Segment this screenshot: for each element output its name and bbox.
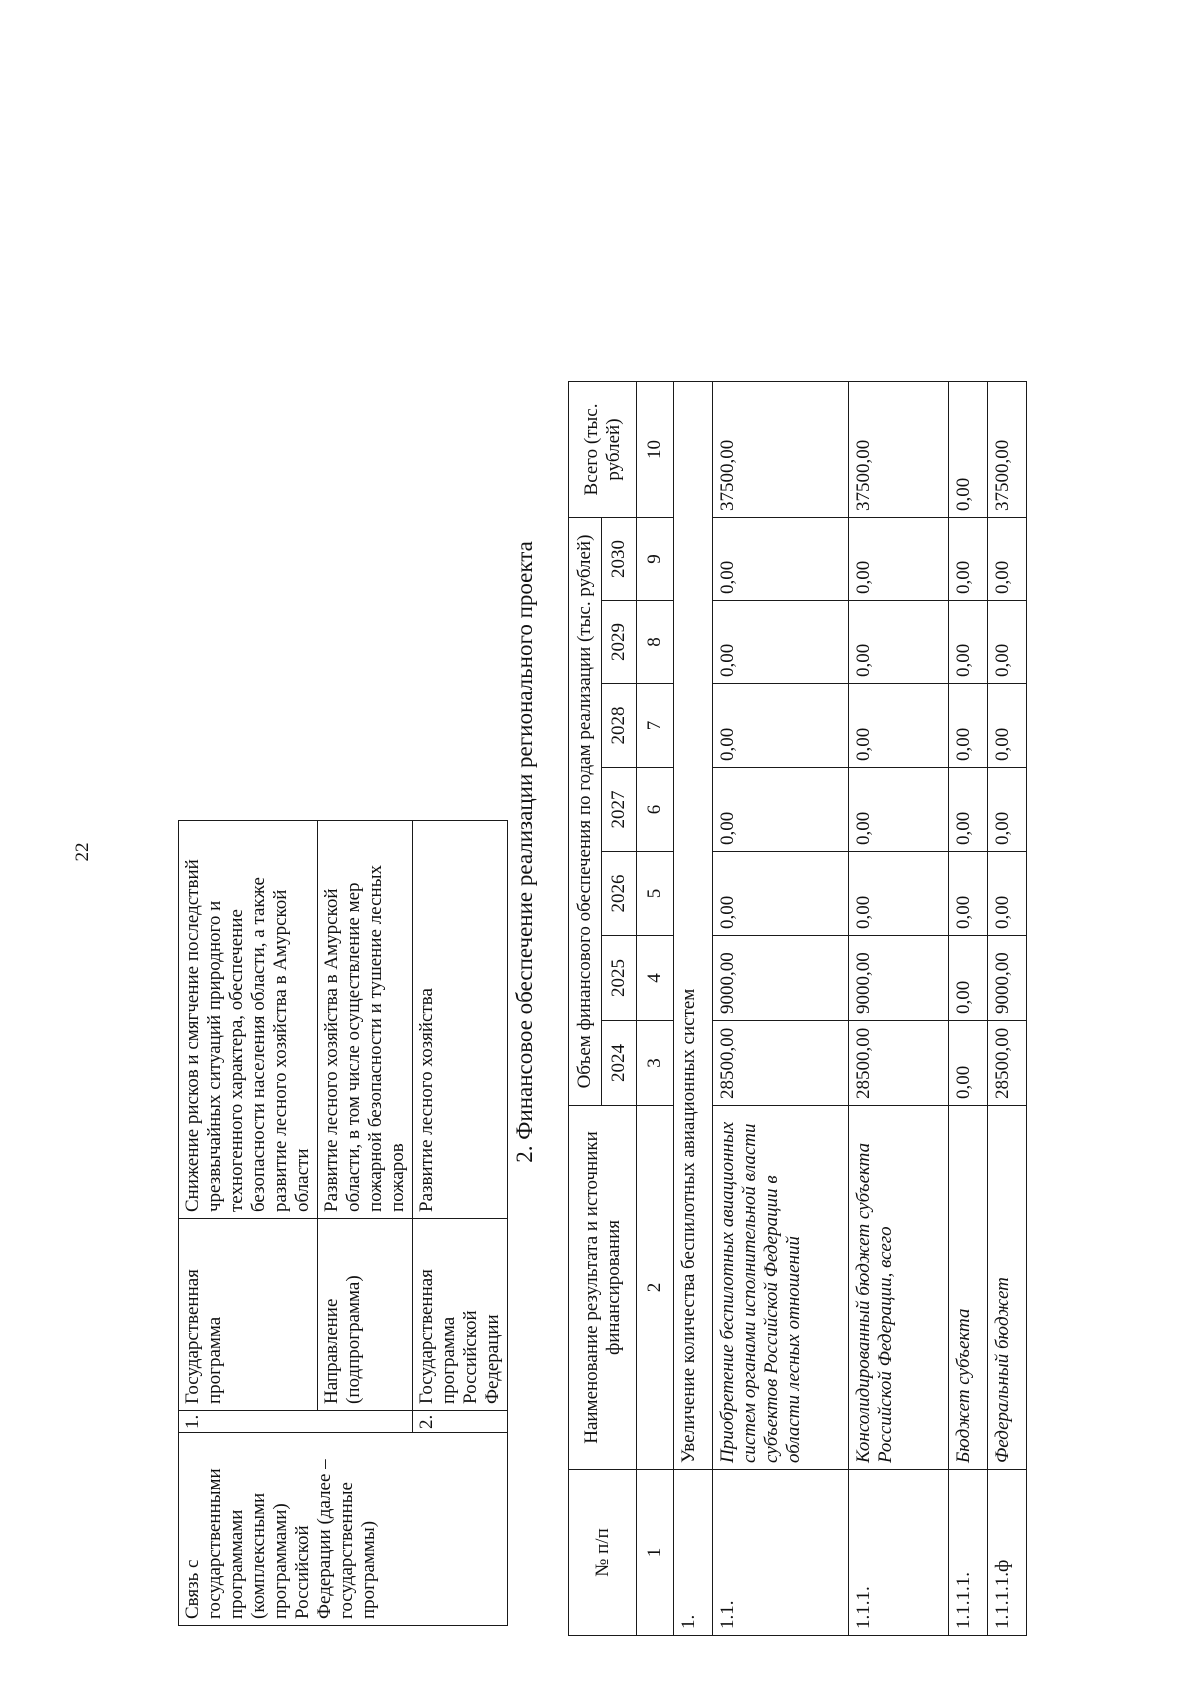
row-value: 0,00 <box>713 852 849 936</box>
row-name: Приобретение беспилотных авиационных систем органами исполнительной власти субъектов Российской Федерации в области лесных отношений <box>713 1106 849 1470</box>
column-number: 9 <box>637 518 674 601</box>
row-value: 9000,00 <box>849 936 949 1021</box>
row-value: 0,00 <box>988 852 1027 936</box>
column-number: 10 <box>637 382 674 518</box>
link-row-value: Развитие лесного хозяйства <box>413 821 508 1219</box>
year-header: 2028 <box>602 684 637 768</box>
row-value: 0,00 <box>949 1021 988 1106</box>
row-total: 0,00 <box>949 382 988 518</box>
column-number: 1 <box>637 1470 674 1636</box>
column-number: 7 <box>637 684 674 768</box>
table-row <box>713 382 849 1636</box>
link-row-number <box>318 1411 413 1433</box>
row-value: 0,00 <box>988 518 1027 601</box>
row-value: 0,00 <box>849 601 949 684</box>
page-number: 22 <box>72 842 93 862</box>
header-name: Наименование результата и источники финансирования <box>569 1106 637 1470</box>
link-row <box>179 821 318 1626</box>
section-name: Увеличение количества беспилотных авиационных систем <box>674 382 713 1470</box>
row-value: 9000,00 <box>713 936 849 1021</box>
row-name: Бюджет субъекта <box>949 1106 988 1470</box>
row-value: 0,00 <box>849 768 949 852</box>
row-value: 0,00 <box>849 518 949 601</box>
section-row <box>674 382 713 1636</box>
link-row-number: 2. <box>413 1411 508 1433</box>
section-number: 1. <box>674 1470 713 1636</box>
column-number: 2 <box>637 1106 674 1470</box>
row-value: 0,00 <box>949 518 988 601</box>
row-value: 0,00 <box>949 684 988 768</box>
row-value: 0,00 <box>949 601 988 684</box>
row-value: 9000,00 <box>988 936 1027 1021</box>
link-row-type: Государственная программа Российской Федерации <box>413 1219 508 1411</box>
row-value: 0,00 <box>713 684 849 768</box>
year-header: 2029 <box>602 601 637 684</box>
row-value: 28500,00 <box>988 1021 1027 1106</box>
row-value: 0,00 <box>988 768 1027 852</box>
column-number-row <box>637 382 674 1636</box>
header-volume: Объем финансового обеспечения по годам реализации (тыс. рублей) <box>569 518 602 1106</box>
program-link-table <box>178 820 508 1626</box>
row-value: 28500,00 <box>713 1021 849 1106</box>
column-number: 5 <box>637 852 674 936</box>
link-label: Связь с государственными программами (комплексными программами) Российской Федерации (далее – государственные программы) <box>179 1433 508 1626</box>
link-row-value: Снижение рисков и смягчение последствий чрезвычайных ситуаций природного и техногенного характера, обеспечение безопасности населения области, а также развитие лесного хозяйства в Амурской области <box>179 821 318 1219</box>
link-row-type: Государственная программа <box>179 1219 318 1411</box>
column-number: 4 <box>637 936 674 1021</box>
year-header: 2030 <box>602 518 637 601</box>
table-row <box>988 382 1027 1636</box>
link-row-value: Развитие лесного хозяйства в Амурской области, в том числе осуществление мер пожарной безопасности и тушение лесных пожаров <box>318 821 413 1219</box>
row-value: 0,00 <box>713 601 849 684</box>
year-header: 2026 <box>602 852 637 936</box>
row-value: 0,00 <box>849 684 949 768</box>
row-number: 1.1.1.1. <box>949 1470 988 1636</box>
row-number: 1.1.1.1.ф <box>988 1470 1027 1636</box>
header-num: № п/п <box>569 1470 637 1636</box>
year-header: 2024 <box>602 1021 637 1106</box>
header-row <box>569 382 602 1636</box>
row-value: 0,00 <box>849 852 949 936</box>
row-value: 0,00 <box>988 601 1027 684</box>
column-number: 3 <box>637 1021 674 1106</box>
row-name: Консолидированный бюджет субъекта Российской Федерации, всего <box>849 1106 949 1470</box>
row-value: 0,00 <box>988 684 1027 768</box>
row-total: 37500,00 <box>713 382 849 518</box>
link-row-number: 1. <box>179 1411 318 1433</box>
row-number: 1.1. <box>713 1470 849 1636</box>
year-header: 2025 <box>602 936 637 1021</box>
table-row <box>949 382 988 1636</box>
row-value: 0,00 <box>949 936 988 1021</box>
row-number: 1.1.1. <box>849 1470 949 1636</box>
column-number: 8 <box>637 601 674 684</box>
row-value: 0,00 <box>949 768 988 852</box>
row-value: 0,00 <box>949 852 988 936</box>
row-value: 0,00 <box>713 518 849 601</box>
link-row-type: Направление (подпрограмма) <box>318 1219 413 1411</box>
header-total: Всего (тыс. рублей) <box>569 382 637 518</box>
column-number: 6 <box>637 768 674 852</box>
row-total: 37500,00 <box>849 382 949 518</box>
row-value: 0,00 <box>713 768 849 852</box>
row-total: 37500,00 <box>988 382 1027 518</box>
year-header: 2027 <box>602 768 637 852</box>
section-title: 2. Финансовое обеспечение реализации регионального проекта <box>512 541 537 1163</box>
row-name: Федеральный бюджет <box>988 1106 1027 1470</box>
table-row <box>849 382 949 1636</box>
row-value: 28500,00 <box>849 1021 949 1106</box>
finance-table <box>568 381 1027 1636</box>
